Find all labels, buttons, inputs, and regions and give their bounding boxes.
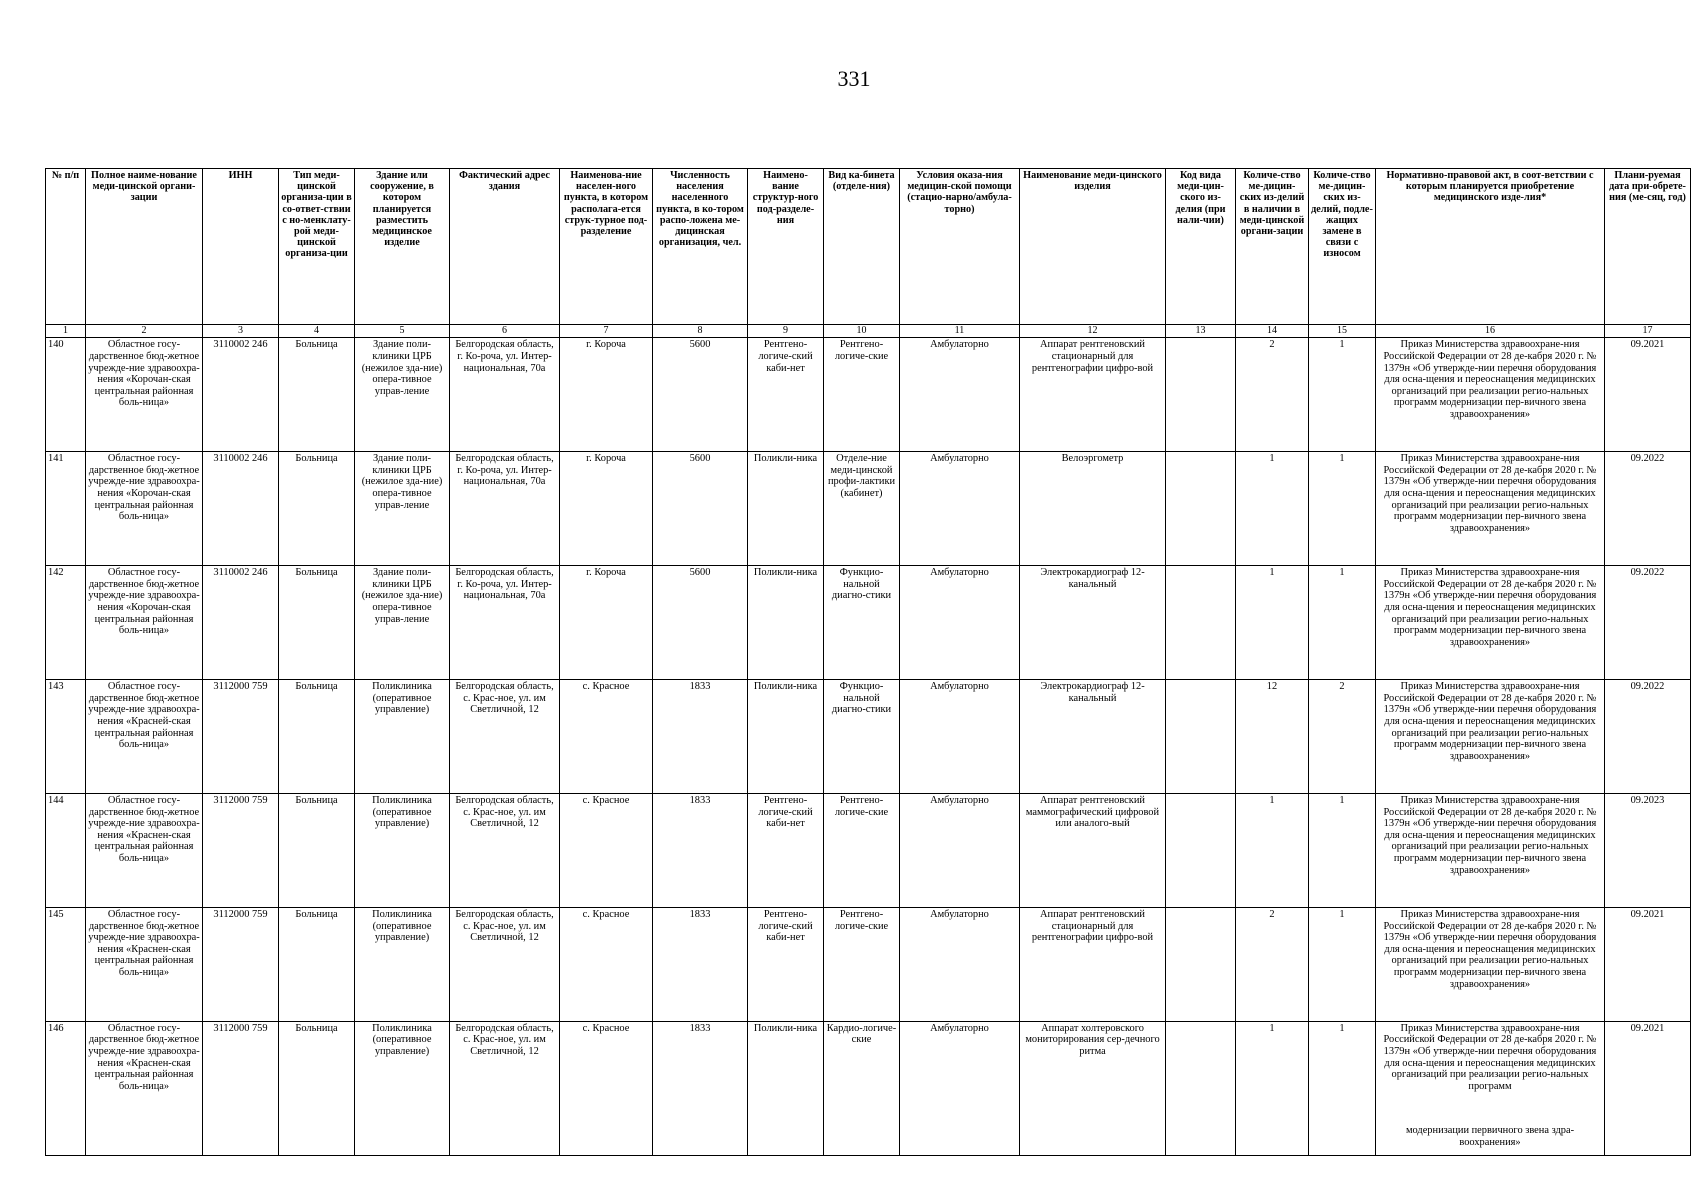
planned-date: 09.2022 xyxy=(1605,566,1691,680)
population: 1833 xyxy=(653,680,748,794)
inn: 3110002 246 xyxy=(203,338,279,452)
organization-type: Больница xyxy=(279,452,355,566)
building: Поликлиника (оперативное управление) xyxy=(355,907,450,1021)
header-cell: Наимено-вание структур-ного под-разделе-ния xyxy=(748,169,824,325)
quantity-to-replace: 1 xyxy=(1309,452,1376,566)
building: Здание поли-клиники ЦРБ (нежилое зда-ние) опера-тивное управ-ление xyxy=(355,566,450,680)
quantity-available: 1 xyxy=(1236,452,1309,566)
header-cell: Численность населения населенного пункта, в ко-тором распо-ложена ме-дицинская организация, чел. xyxy=(653,169,748,325)
care-conditions: Амбулаторно xyxy=(900,566,1020,680)
organization-name: Областное госу-дарственное бюд-жетное учрежде-ние здравоохра-нения «Красней-ская центральная районная боль-ница» xyxy=(86,680,203,794)
organization-name: Областное госу-дарственное бюд-жетное учрежде-ние здравоохра-нения «Корочан-ская центральная районная боль-ница» xyxy=(86,338,203,452)
header-cell: Условия оказа-ния медицин-ской помощи (стацио-нарно/амбула-торно) xyxy=(900,169,1020,325)
column-number: 16 xyxy=(1376,325,1605,338)
page-number: 331 xyxy=(837,66,871,91)
address: Белгородская область, г. Ко-роча, ул. Интер-национальная, 70а xyxy=(450,452,560,566)
device-name: Электрокардиограф 12-канальный xyxy=(1020,566,1166,680)
structural-unit: Поликли-ника xyxy=(748,566,824,680)
inn: 3112000 759 xyxy=(203,907,279,1021)
organization-name: Областное госу-дарственное бюд-жетное учрежде-ние здравоохра-нения «Корочан-ская центральная районная боль-ница» xyxy=(86,452,203,566)
locality: с. Красное xyxy=(560,680,653,794)
column-number: 12 xyxy=(1020,325,1166,338)
equipment-register-table xyxy=(45,168,1691,1156)
inn: 3112000 759 xyxy=(203,680,279,794)
table-row xyxy=(46,680,1691,794)
column-number: 8 xyxy=(653,325,748,338)
quantity-to-replace: 1 xyxy=(1309,794,1376,908)
table-row xyxy=(46,566,1691,680)
address: Белгородская область, г. Ко-роча, ул. Интер-национальная, 70а xyxy=(450,338,560,452)
inn: 3110002 246 xyxy=(203,452,279,566)
legal-act xyxy=(1376,1021,1605,1155)
table-row xyxy=(46,794,1691,908)
population: 1833 xyxy=(653,1021,748,1155)
planned-date: 09.2022 xyxy=(1605,680,1691,794)
organization-type: Больница xyxy=(279,566,355,680)
device-code xyxy=(1166,680,1236,794)
population: 5600 xyxy=(653,452,748,566)
structural-unit: Поликли-ника xyxy=(748,680,824,794)
column-number-row xyxy=(46,325,1691,338)
table-row xyxy=(46,1021,1691,1155)
cabinet-type: Функцио-нальной диагно-стики xyxy=(824,566,900,680)
header-cell: Плани-руемая дата при-обрете-ния (ме-сяц, год) xyxy=(1605,169,1691,325)
organization-type: Больница xyxy=(279,1021,355,1155)
header-cell: Полное наиме-нование меди-цинской органи-зации xyxy=(86,169,203,325)
row-number: 144 xyxy=(46,794,86,908)
device-name: Велоэргометр xyxy=(1020,452,1166,566)
column-number: 1 xyxy=(46,325,86,338)
address: Белгородская область, г. Ко-роча, ул. Интер-национальная, 70а xyxy=(450,566,560,680)
column-number: 11 xyxy=(900,325,1020,338)
legal-act-text: Приказ Министерства здравоохране-ния Российской Федерации от 28 де-кабря 2020 г. № 1379н «Об утвержде-нии перечня оборудования для осна-щения и переоснащения медицинских организаций при реализации регио-нальных программ xyxy=(1383,1022,1597,1092)
legal-act-continuation: модернизации первичного звена здра-воохранения» xyxy=(1405,1125,1575,1149)
row-number: 141 xyxy=(46,452,86,566)
device-code xyxy=(1166,566,1236,680)
header-cell: Фактический адрес здания xyxy=(450,169,560,325)
quantity-to-replace: 1 xyxy=(1309,338,1376,452)
header-cell: ИНН xyxy=(203,169,279,325)
building: Здание поли-клиники ЦРБ (нежилое зда-ние) опера-тивное управ-ление xyxy=(355,452,450,566)
quantity-to-replace: 1 xyxy=(1309,1021,1376,1155)
quantity-to-replace: 1 xyxy=(1309,566,1376,680)
header-cell: Наименование меди-цинского изделия xyxy=(1020,169,1166,325)
header-cell: Код вида меди-цин-ского из-делия (при нали-чии) xyxy=(1166,169,1236,325)
quantity-available: 12 xyxy=(1236,680,1309,794)
device-name: Аппарат рентгеновский стационарный для рентгенографии цифро-вой xyxy=(1020,338,1166,452)
planned-date: 09.2021 xyxy=(1605,1021,1691,1155)
legal-act: Приказ Министерства здравоохране-ния Российской Федерации от 28 де-кабря 2020 г. № 1379н «Об утвержде-нии перечня оборудования для осна-щения и переоснащения медицинских организаций при реализации регио-нальных программ модернизации пер-вичного звена здравоохранения» xyxy=(1376,338,1605,452)
cabinet-type: Рентгено-логиче-ские xyxy=(824,907,900,1021)
device-name: Аппарат холтеровского мониторирования сер-дечного ритма xyxy=(1020,1021,1166,1155)
row-number: 142 xyxy=(46,566,86,680)
locality: с. Красное xyxy=(560,1021,653,1155)
structural-unit: Рентгено-логиче-ский каби-нет xyxy=(748,338,824,452)
column-number: 13 xyxy=(1166,325,1236,338)
address: Белгородская область, с. Крас-ное, ул. им Светличной, 12 xyxy=(450,907,560,1021)
organization-name: Областное госу-дарственное бюд-жетное учрежде-ние здравоохра-нения «Краснен-ская центральная районная боль-ница» xyxy=(86,907,203,1021)
table-row xyxy=(46,338,1691,452)
organization-name: Областное госу-дарственное бюд-жетное учрежде-ние здравоохра-нения «Корочан-ская центральная районная боль-ница» xyxy=(86,566,203,680)
locality: г. Короча xyxy=(560,452,653,566)
population: 1833 xyxy=(653,907,748,1021)
row-number: 145 xyxy=(46,907,86,1021)
device-name: Аппарат рентгеновский стационарный для рентгенографии цифро-вой xyxy=(1020,907,1166,1021)
row-number: 146 xyxy=(46,1021,86,1155)
care-conditions: Амбулаторно xyxy=(900,907,1020,1021)
care-conditions: Амбулаторно xyxy=(900,794,1020,908)
legal-act: Приказ Министерства здравоохране-ния Российской Федерации от 28 де-кабря 2020 г. № 1379н «Об утвержде-нии перечня оборудования для осна-щения и переоснащения медицинских организаций при реализации регио-нальных программ модернизации пер-вичного звена здравоохранения» xyxy=(1376,452,1605,566)
cabinet-type: Кардио-логиче-ские xyxy=(824,1021,900,1155)
organization-type: Больница xyxy=(279,680,355,794)
locality: с. Красное xyxy=(560,794,653,908)
cabinet-type: Отделе-ние меди-цинской профи-лактики (кабинет) xyxy=(824,452,900,566)
building: Здание поли-клиники ЦРБ (нежилое зда-ние) опера-тивное управ-ление xyxy=(355,338,450,452)
organization-name: Областное госу-дарственное бюд-жетное учрежде-ние здравоохра-нения «Краснен-ская центральная районная боль-ница» xyxy=(86,794,203,908)
quantity-available: 1 xyxy=(1236,794,1309,908)
table-row xyxy=(46,452,1691,566)
legal-act: Приказ Министерства здравоохране-ния Российской Федерации от 28 де-кабря 2020 г. № 1379н «Об утвержде-нии перечня оборудования для осна-щения и переоснащения медицинских организаций при реализации регио-нальных программ модернизации пер-вичного звена здравоохранения» xyxy=(1376,566,1605,680)
column-number: 6 xyxy=(450,325,560,338)
address: Белгородская область, с. Крас-ное, ул. им Светличной, 12 xyxy=(450,680,560,794)
address: Белгородская область, с. Крас-ное, ул. им Светличной, 12 xyxy=(450,794,560,908)
device-code xyxy=(1166,1021,1236,1155)
locality: с. Красное xyxy=(560,907,653,1021)
population: 1833 xyxy=(653,794,748,908)
column-number: 17 xyxy=(1605,325,1691,338)
legal-act: Приказ Министерства здравоохране-ния Российской Федерации от 28 де-кабря 2020 г. № 1379н «Об утвержде-нии перечня оборудования для осна-щения и переоснащения медицинских организаций при реализации регио-нальных программ модернизации пер-вичного звена здравоохранения» xyxy=(1376,794,1605,908)
device-code xyxy=(1166,338,1236,452)
inn: 3110002 246 xyxy=(203,566,279,680)
inn: 3112000 759 xyxy=(203,1021,279,1155)
care-conditions: Амбулаторно xyxy=(900,338,1020,452)
header-cell: Количе-ство ме-дицин-ских из-делий в наличии в меди-цинской органи-зации xyxy=(1236,169,1309,325)
cabinet-type: Рентгено-логиче-ские xyxy=(824,794,900,908)
header-cell: Здание или сооружение, в котором планируется разместить медицинское изделие xyxy=(355,169,450,325)
care-conditions: Амбулаторно xyxy=(900,1021,1020,1155)
quantity-available: 2 xyxy=(1236,907,1309,1021)
quantity-to-replace: 2 xyxy=(1309,680,1376,794)
building: Поликлиника (оперативное управление) xyxy=(355,680,450,794)
legal-act: Приказ Министерства здравоохране-ния Российской Федерации от 28 де-кабря 2020 г. № 1379н «Об утвержде-нии перечня оборудования для осна-щения и переоснащения медицинских организаций при реализации регио-нальных программ модернизации пер-вичного звена здравоохранения» xyxy=(1376,907,1605,1021)
planned-date: 09.2021 xyxy=(1605,338,1691,452)
population: 5600 xyxy=(653,338,748,452)
header-cell: Нормативно-правовой акт, в соот-ветствии с которым планируется приобретение медицинского изде-лия* xyxy=(1376,169,1605,325)
header-row xyxy=(46,169,1691,325)
row-number: 140 xyxy=(46,338,86,452)
planned-date: 09.2022 xyxy=(1605,452,1691,566)
quantity-available: 2 xyxy=(1236,338,1309,452)
legal-act-gap xyxy=(1378,1092,1602,1125)
building: Поликлиника (оперативное управление) xyxy=(355,794,450,908)
organization-type: Больница xyxy=(279,794,355,908)
locality: г. Короча xyxy=(560,338,653,452)
column-number: 10 xyxy=(824,325,900,338)
column-number: 15 xyxy=(1309,325,1376,338)
column-number: 5 xyxy=(355,325,450,338)
device-name: Электрокардиограф 12-канальный xyxy=(1020,680,1166,794)
quantity-available: 1 xyxy=(1236,566,1309,680)
device-code xyxy=(1166,452,1236,566)
care-conditions: Амбулаторно xyxy=(900,452,1020,566)
planned-date: 09.2023 xyxy=(1605,794,1691,908)
header-cell: Количе-ство ме-дицин-ских из-делий, подле-жащих замене в связи с износом xyxy=(1309,169,1376,325)
column-number: 14 xyxy=(1236,325,1309,338)
care-conditions: Амбулаторно xyxy=(900,680,1020,794)
device-name: Аппарат рентгеновский маммографический цифровой или аналого-вый xyxy=(1020,794,1166,908)
column-number: 2 xyxy=(86,325,203,338)
column-number: 4 xyxy=(279,325,355,338)
building: Поликлиника (оперативное управление) xyxy=(355,1021,450,1155)
row-number: 143 xyxy=(46,680,86,794)
structural-unit: Рентгено-логиче-ский каби-нет xyxy=(748,794,824,908)
inn: 3112000 759 xyxy=(203,794,279,908)
column-number: 3 xyxy=(203,325,279,338)
device-code xyxy=(1166,794,1236,908)
cabinet-type: Рентгено-логиче-ские xyxy=(824,338,900,452)
device-code xyxy=(1166,907,1236,1021)
cabinet-type: Функцио-нальной диагно-стики xyxy=(824,680,900,794)
column-number: 7 xyxy=(560,325,653,338)
structural-unit: Поликли-ника xyxy=(748,1021,824,1155)
column-number: 9 xyxy=(748,325,824,338)
planned-date: 09.2021 xyxy=(1605,907,1691,1021)
organization-type: Больница xyxy=(279,338,355,452)
organization-name: Областное госу-дарственное бюд-жетное учрежде-ние здравоохра-нения «Краснен-ская центральная районная боль-ница» xyxy=(86,1021,203,1155)
population: 5600 xyxy=(653,566,748,680)
structural-unit: Поликли-ника xyxy=(748,452,824,566)
header-cell: Тип меди-цинской организа-ции в со-ответ-ствии с но-менклату-рой меди-цинской организа-ции xyxy=(279,169,355,325)
table-row xyxy=(46,907,1691,1021)
structural-unit: Рентгено-логиче-ский каби-нет xyxy=(748,907,824,1021)
organization-type: Больница xyxy=(279,907,355,1021)
address: Белгородская область, с. Крас-ное, ул. им Светличной, 12 xyxy=(450,1021,560,1155)
header-cell: Наименова-ние населен-ного пункта, в котором располага-ется струк-турное под-разделение xyxy=(560,169,653,325)
locality: г. Короча xyxy=(560,566,653,680)
header-cell: Вид ка-бинета (отделе-ния) xyxy=(824,169,900,325)
quantity-available: 1 xyxy=(1236,1021,1309,1155)
legal-act: Приказ Министерства здравоохране-ния Российской Федерации от 28 де-кабря 2020 г. № 1379н «Об утвержде-нии перечня оборудования для осна-щения и переоснащения медицинских организаций при реализации регио-нальных программ модернизации пер-вичного звена здравоохранения» xyxy=(1376,680,1605,794)
header-cell: № п/п xyxy=(46,169,86,325)
quantity-to-replace: 1 xyxy=(1309,907,1376,1021)
